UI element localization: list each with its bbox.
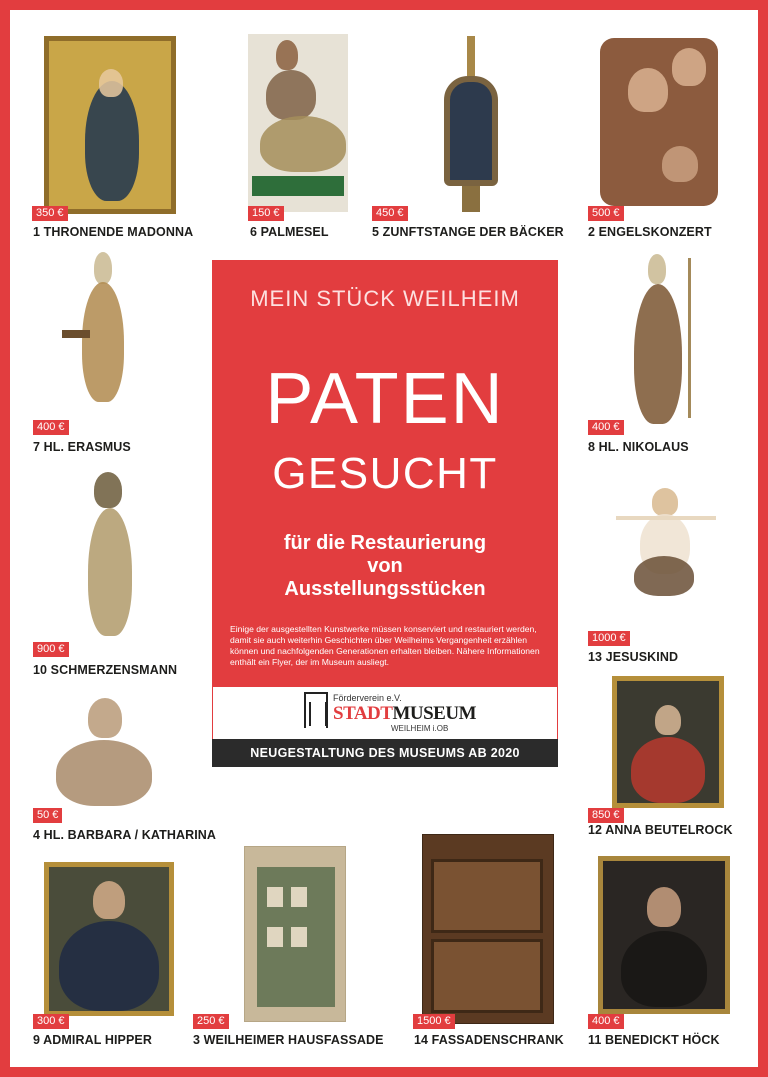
panel-subtitle: [232, 532, 538, 601]
item-label: 13 JESUSKIND: [588, 650, 679, 664]
announcement-bar: NEUGESTALTUNG DES MUSEUMS AB 2020: [212, 739, 558, 767]
price-tag: 400 €: [33, 420, 69, 435]
item-label: 12 ANNA BEUTELROCK: [588, 823, 733, 837]
engelskonzert-image: [600, 38, 718, 206]
item-label: 3 WEILHEIMER HAUSFASSADE: [193, 1033, 384, 1047]
hl-nikolaus-image: [628, 254, 708, 430]
price-tag: 900 €: [33, 642, 69, 657]
thronende-madonna-image: [44, 36, 176, 214]
item-label: 8 HL. NIKOLAUS: [588, 440, 689, 454]
item-label: 1 THRONENDE MADONNA: [33, 225, 194, 239]
logo-city: WEILHEIM i.OB: [391, 724, 449, 733]
museum-building-icon: [304, 692, 328, 728]
schmerzensmann-image: [78, 472, 140, 640]
item-label: 6 PALMESEL: [250, 225, 329, 239]
price-tag: 850 €: [588, 808, 624, 823]
item-label: 7 HL. ERASMUS: [33, 440, 131, 454]
panel-eyebrow: MEIN STÜCK WEILHEIM: [250, 286, 520, 311]
price-tag: 1000 €: [588, 631, 630, 646]
price-tag: 500 €: [588, 206, 624, 221]
subtitle-line-2: von: [367, 555, 403, 577]
palmesel-image: [248, 34, 348, 212]
fassadenschrank-image: [422, 834, 554, 1024]
item-label: 10 SCHMERZENSMANN: [33, 663, 178, 677]
price-tag: 400 €: [588, 1014, 624, 1029]
item-label: 9 ADMIRAL HIPPER: [33, 1033, 152, 1047]
price-tag: 1500 €: [413, 1014, 455, 1029]
hl-barbara-image: [54, 696, 154, 808]
item-label: 11 BENEDICKT HÖCK: [588, 1033, 720, 1047]
panel-headline: PATEN: [265, 359, 505, 439]
price-tag: 150 €: [248, 206, 284, 221]
item-label: 14 FASSADENSCHRANK: [414, 1033, 564, 1047]
benedickt-hoeck-image: [598, 856, 730, 1014]
item-label: 4 HL. BARBARA / KATHARINA: [33, 828, 217, 842]
hausfassade-image: [244, 846, 346, 1022]
museum-logo: [212, 687, 558, 739]
subtitle-line-3: Ausstellungsstücken: [284, 578, 486, 600]
admiral-hipper-image: [44, 862, 174, 1016]
hl-erasmus-image: [60, 252, 144, 420]
price-tag: 450 €: [372, 206, 408, 221]
price-tag: 400 €: [588, 420, 624, 435]
subtitle-line-1: für die Restaurierung: [283, 532, 487, 554]
logo-wordmark: STADTMUSEUM: [333, 703, 477, 724]
center-panel: [212, 260, 558, 687]
anna-beutelrock-image: [612, 676, 724, 808]
price-tag: 250 €: [193, 1014, 229, 1029]
item-label: 5 ZUNFTSTANGE DER BÄCKER: [372, 225, 564, 239]
panel-headline-2: GESUCHT: [272, 449, 498, 498]
jesuskind-image: [612, 486, 720, 622]
price-tag: 300 €: [33, 1014, 69, 1029]
price-tag: 50 €: [33, 808, 62, 823]
price-tag: 350 €: [32, 206, 68, 221]
panel-body-text: Einige der ausgestellten Kunstwerke müssen konserviert und restauriert werden, damit sie auch weiterhin Geschichten über Weilheims Vergangenheit erzählen können und nachfolgenden Generationen erhalten bleiben. Nähere Informationen enthält ein Flyer, der im Museum ausliegt.: [230, 624, 540, 667]
zunftstange-image: [434, 36, 508, 214]
item-label: 2 ENGELSKONZERT: [588, 225, 712, 239]
logo-foerderverein: Förderverein e.V.: [333, 693, 402, 703]
